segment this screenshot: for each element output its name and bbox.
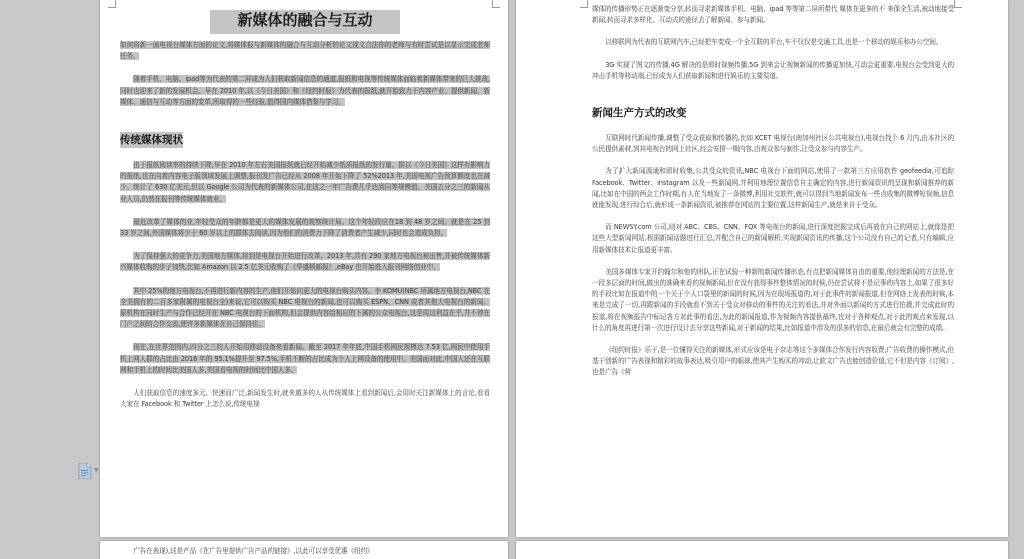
paragraph bbox=[120, 217, 490, 239]
paragraph bbox=[120, 74, 490, 108]
page-content[interactable] bbox=[120, 10, 490, 422]
document-page-next-left[interactable] bbox=[100, 541, 508, 559]
paragraph: 媒体的传播形势正在逐渐变分享,转而寻求新媒体手机、电脑、ipad 等等第二屏所带代 媒体在更多的不 来保全生活,被动地接受新闻,转而寻求多样化、互动式的途径去了解新闻、参与新闻。 bbox=[592, 5, 954, 25]
document-title: 新媒体的融合与互动 bbox=[210, 10, 400, 34]
paragraph-text: 最近改革了媒体的业,年轻受众的年龄都是更大的媒体发展的观察统计局。这个年轻段应在18 到 48 岁之间。就是在 25 到 33 岁之间,外国媒体将少于 60 岁以上的群体去阅读,因为他们的消费力下降了消费者产生减少,同时也会造成负担。 bbox=[120, 217, 490, 238]
paragraph-text: 随着手机、电脑、ipad等为代表的第二屏成为人们获取新闻信息的通道,报纸和电视等传统媒体面临着新媒体带来的巨大挑战,同时也迎来了新的发展机会。早在 2010 年,以《今日美国》和《纽约时报》为代表的报纸,就开始致力于内容产业。提供新闻、新媒体、通信与互动等方面的变革,所取得的一些经验,值得国内媒体借鉴与学习。 bbox=[120, 75, 490, 106]
paragraph-text: 其中 25%的地方电视台,不再进行新内容的生产,他们开始向更大的电视台购买内容。李 KOMU(NBC 所属地方电视台,NBC 在全美拥有的二百多家附属的电视台全)来说,它可以购买 NBC 电视台的新闻,也可以购买 ESPN、CNN 或者其他大电视台的新闻。原机构在同时生产与合作已经开在 NBC 电视台的下面机构,但会提供内容给相应的下属的公众电视台,这是周边利益在乎,并不停在门户之间的合作交流,使许多新媒体在自己保持住。 bbox=[120, 286, 490, 329]
paragraph bbox=[120, 251, 490, 273]
section-heading: 新闻生产方式的改变 bbox=[592, 107, 687, 120]
paragraph bbox=[120, 40, 490, 62]
paragraph bbox=[120, 388, 490, 410]
margin-corner-mark bbox=[108, 0, 116, 8]
section-heading: 传统媒体现状 bbox=[120, 134, 183, 147]
chevron-down-icon[interactable]: ▼ bbox=[94, 467, 99, 474]
document-icon[interactable] bbox=[78, 463, 92, 479]
margin-corner-mark bbox=[954, 0, 962, 8]
paragraph bbox=[120, 160, 490, 205]
paragraph-text: 现在,在世界范围内,四分之三的人开始用移动设备来看新闻。截至 2017 年年底,中国手机网民规模达 7.53 亿,网民中使用手机上网人群的占比由 2016 年的 95.1%提升至 97.5%,手机不断的占比成为个人上网设备的使用中。美国面对此,中国人还在互联网和手机上的时间比美国人多,美国看电视的时间比中国人多。 bbox=[120, 343, 490, 374]
paragraph: 美国多媒体专家开约翰尔和他的团队,正在试验一种新的新闻传播形态,有点把新闻媒体自由的重要,他经理新闻的方法是,在一段多层面的时间,做出的准确来看的视频新闻,但在没有获得事件整体情况的时候,仍在尝试将不是记事的内容上,如果了很多好的手段比如在报道中的一个关于个人口袋里的新闻的时候,因为在现场报道的,对于此事件的新闻报道,但在网络上发表的时候,本来是完成了一切,再跟新闻的手段就看不到关于受众对移动的事件的关注的看法,并对外面以新闻的方式进行拍摄,并完成此时的报道,将在视频报告中标记各方对此事的看法,为此的新闻报道,作为视频内容提供最终,也对于各种观点,对于此的观点来发现,以什么的角度再进行第一次进行设计去分享这些新闻,对于新闻的结果,比如报道中涉及的很多的信息,在最后就会有完整的成绩。 bbox=[592, 267, 954, 332]
paragraph: 以移联网为代表的互联网汽车,已经把车变成一个全互联的平台,车不仅仅是交通工具,也是一个移动的娱乐和办公空间。 bbox=[605, 38, 943, 47]
paragraph bbox=[120, 342, 490, 376]
page-content[interactable] bbox=[592, 4, 954, 390]
paragraph: 广告在表现),这是产品《在广告里提供广告产品的链接》,以此可以享受优惠《纽约》 bbox=[133, 547, 374, 555]
paragraph: 3G 实现了图文的传播,4G 解决的是即时视频传播,5G 到来会让视频新闻的传播更加快,互动会更重要,电视台会受到更大的冲击手机等移动端,已经成为人们获取新闻和进行娱乐的主要渠道。 bbox=[592, 60, 954, 80]
document-page-next-right[interactable] bbox=[516, 541, 1008, 559]
paragraph: 而 NEWSY.com 公司,则对 ABC、CBS、CNN、FOX 等电视台的新闻,进行深度挖掘完成后再放在自己的网站上,就像是把这些大型新闻网站,根据新闻话题进行汇总,并配合自己的新闻解析,实现新闻资讯的传播,这个公司没有自己的记者,只有编辑,应用新媒体技术让报道更丰富。 bbox=[592, 223, 954, 254]
paragraph-text: 由于报纸阅读率的持续下降,早在 2010 年左右美国报纸就已经开始减少纸质报纸的发行量。据以《今日美国》这样有影响力的报纸,也在向着内容电子版领域发展上调整,报刊发广告已经从 2008 年开始下降了 52%2013 年,美国电视广告预算额度也在减少。统计了 630 亿美元,但以 Google 公司为代表的新媒体公司,在这之一年广告费几乎达到同等规模值。美国五分之三的新闻从业人员,仍然在报刊等传统媒体就业。 bbox=[120, 161, 490, 203]
paragraph: 《纽约时报》乐于,是一位懂得关注的新媒体,形式应该是电子杂志等这个多媒体合作发行内容收费,广告收费的操作模式,但基于创新的广告表现和精彩的故事表达,吸引用户的眼球,使其产生购买的冲动,让软文广告也能创造价值,它不但是内容《订阅》,也是广告《营 bbox=[592, 346, 954, 377]
paragraph: 互联网时代新闻传播,调整了受众获取和传播的,比如 KCET 电视台(南加州社区公共电视台),电视台找个 6 月内,由本社区的公民提供素材,到其电视台的网上社区,经会安排一期内容,由观众参与制作,让受众参与内容生产。 bbox=[592, 134, 954, 154]
margin-corner-mark bbox=[492, 0, 500, 8]
document-page-right[interactable] bbox=[516, 0, 1008, 537]
paragraph bbox=[120, 286, 490, 331]
paragraph: 为了扩大新闻源通和即时收集,公共受众的资讯,NBC 电视台下面的网站,使用了一款第三方应用软件 geofeedia,可追踪 Facebook、Twitter、instagram 以及一些新闻网,并利用地理位置信息自主确定的内容,进行新闻资讯的呈现和新闻推荐的新闻,比如在中国的两会工作时期,有人在当地发了一条微博,利用社交软件,就可以得到当地新闻发布一些点收集的微博短视频,信息就能发现,进行综合后,就形成一条新闻资讯,被推荐在网站的主要位置,这样新闻生产,就是来自于受众。 bbox=[592, 167, 954, 210]
paragraph-text: 如何将新一面电视台媒体方面的论文,将媒体报与新媒体的融合与互动分析的论文现文合法你的老师与有时尝试是以显示完成老师任务。 bbox=[120, 41, 490, 61]
document-page-left[interactable] bbox=[100, 0, 508, 537]
margin-corner-mark bbox=[580, 0, 588, 8]
paragraph-text: 人们获取信息的速度多元、快速而广泛,新闻发生时,就来越多的人从传统媒体上看到新闻后,会用时关注新媒体上的言论,看看大家在 Facebook 和 Twitter 上怎么说,传统电视 bbox=[120, 389, 490, 409]
paragraph-text: 为了保持强大的竞争力,美国地方媒体,将到是电视台开始进行改革。2013 年,共有 290 家地方电视台被出售,并被传统媒体新兴媒体收购的步子加快,比如 Amazon 以 2.5 亿美元收购了《华盛顿邮报》,eBay 也开始进入报刊网络创业中。 bbox=[120, 252, 490, 272]
